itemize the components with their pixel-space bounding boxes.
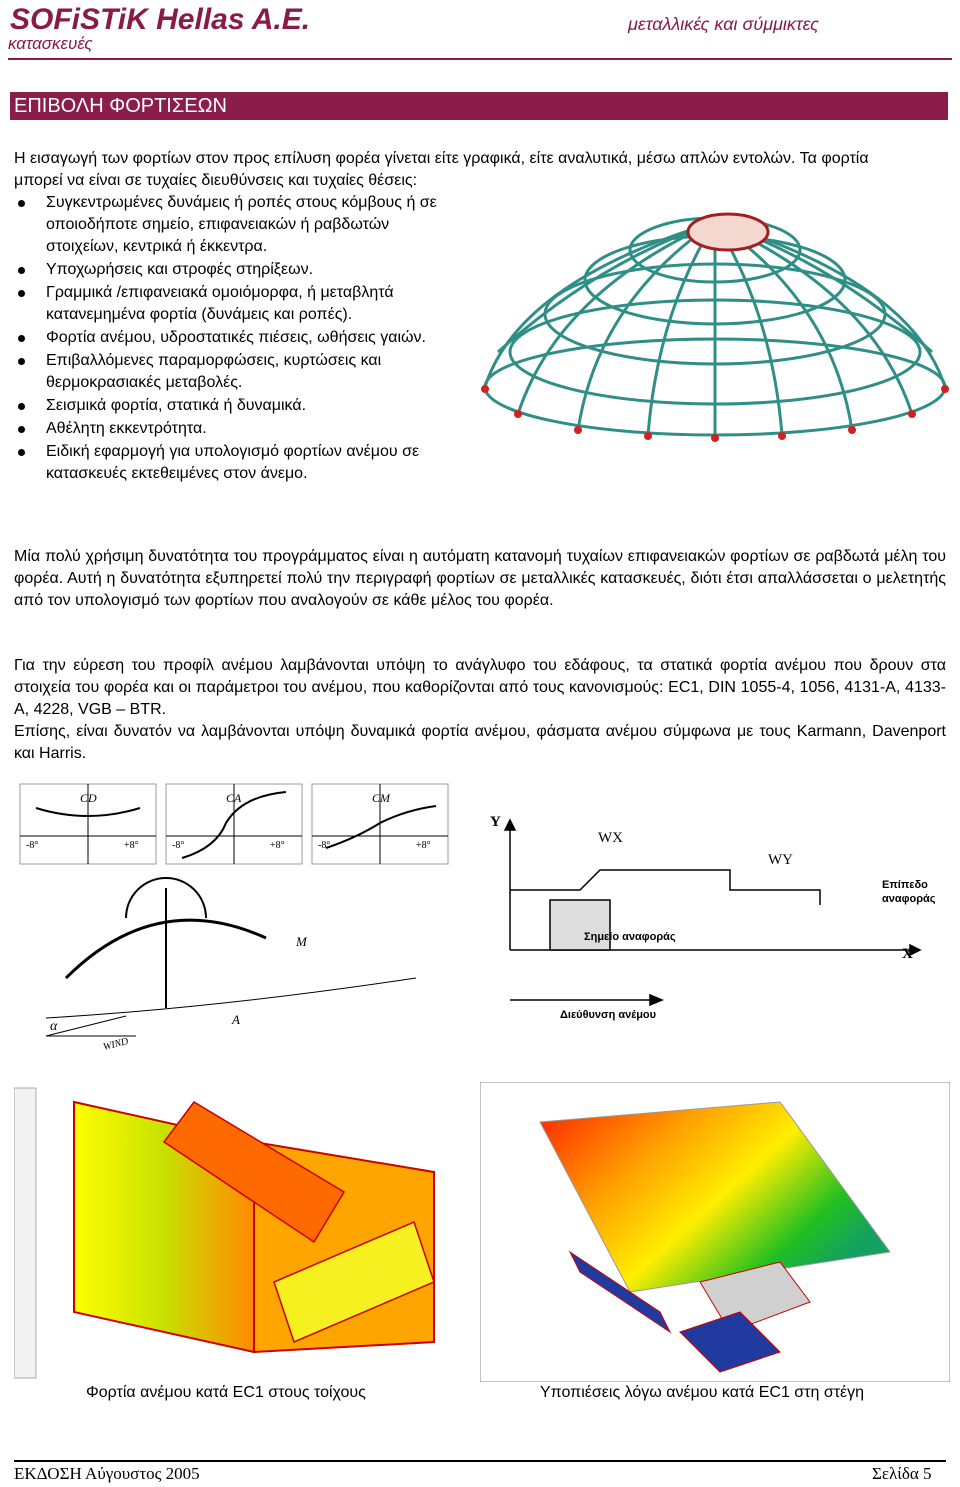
bullet-icon (18, 335, 25, 342)
chart-label: CM (372, 791, 390, 805)
bullet-icon (18, 358, 25, 365)
bullet-icon (18, 200, 25, 207)
plane-label: Επίπεδο (882, 879, 928, 891)
tick-label: +8° (270, 840, 285, 851)
chart-label: CA (226, 791, 242, 805)
list-item: Επιβαλλόμενες παραμορφώσεις, κυρτώσεις και θερμοκρασιακές μεταβολές. (14, 350, 464, 394)
page-number: Σελίδα 5 (872, 1464, 932, 1483)
bullet-icon (18, 290, 25, 297)
footer-divider (14, 1460, 946, 1462)
logo-subtitle: κατασκευές (8, 34, 93, 53)
list-item: Συγκεντρωμένες δυνάμεις ή ροπές στους κόμβους ή σε οποιοδήποτε σημείο, επιφανειακών ή ραβδωτών στοιχείων, κεντρικά ή έκκεντρα. (14, 192, 464, 258)
list-item: Σεισμικά φορτία, στατικά ή δυναμικά. (14, 395, 464, 417)
list-item: Ειδική εφαρμογή για υπολογισμό φορτίων ανέμου σε κατασκευές εκτεθειμένες στον άνεμο. (14, 441, 464, 485)
intro-paragraph: Η εισαγωγή των φορτίων στον προς επίλυση φορέα γίνεται είτε γραφικά, είτε αναλυτικά, μέσω απλών εντολών. Τα φορτία μπορεί να είναι σε τυχαίες διευθύνσεις και τυχαίες θέσεις: (14, 150, 869, 189)
load-types-list (14, 192, 464, 486)
caption-walls: Φορτία ανέμου κατά EC1 στους τοίχους (86, 1384, 366, 1401)
paragraph-load-distribution: Μία πολύ χρήσιμη δυνατότητα του προγράμματος είναι η αυτόματη κατανομή τυχαίων επιφανειακών φορτίων σε ραβδωτά μέλη του φορέα. Αυτή η δυνατότητα εξυπηρετεί πολύ την περιγραφή φορτίων σε μεταλλικές κατασκευές, διότι έτσι απαλλάσσεται ο μελετητής από τον υπολογισμό των φορτίων που αναλογούν σε κάθε μέλος του φορέα. (14, 548, 946, 609)
footer-edition: ΕΚΔΟΣΗ Αύγουστος 2005 (14, 1464, 200, 1483)
chart-label: CD (80, 791, 97, 805)
list-item: Γραμμικά /επιφανειακά ομοιόμορφα, ή μεταβλητά κατανεμημένα φορτία (δυνάμεις και ροπές). (14, 282, 464, 326)
tick-label: -8° (318, 840, 331, 851)
bullet-icon (18, 449, 25, 456)
tick-label: +8° (124, 840, 139, 851)
tick-label: -8° (172, 840, 185, 851)
section-title: ΕΠΙΒΟΛΗ ΦΟΡΤΙΣΕΩΝ (10, 92, 948, 120)
aerodynamic-coefficients-figure (16, 778, 456, 1068)
wind-label: WIND (102, 1036, 130, 1053)
bullet-icon (18, 267, 25, 274)
bullet-icon (18, 403, 25, 410)
wall-wind-loads-image (14, 1082, 469, 1382)
plane-label: αναφοράς (882, 893, 936, 905)
header-divider (8, 58, 952, 60)
list-item: Αθέλητη εκκεντρότητα. (14, 418, 464, 440)
caption-roof: Υποπιέσεις λόγω ανέμου κατά EC1 στη στέγη (540, 1384, 865, 1401)
wind-reference-figure (490, 790, 950, 1030)
tick-label: +8° (416, 840, 431, 851)
angle-label: α (50, 1019, 58, 1034)
bullet-icon (18, 426, 25, 433)
reference-point-label: Σημείο αναφοράς (584, 931, 676, 943)
list-item: Υποχωρήσεις και στροφές στηρίξεων. (14, 259, 464, 281)
roof-suction-image (480, 1082, 950, 1382)
header-tagline: μεταλλικές και σύμμικτες (628, 14, 819, 34)
paragraph-wind-profile: Για την εύρεση του προφίλ ανέμου λαμβάνονται υπόψη το ανάγλυφο του εδάφους, τα στατικά φορτία ανέμου που δρουν στα στοιχεία του φορέα και οι παράμετροι του ανέμου, που καθορίζονται από τους κανονισμούς: EC1, DIN 1055-4, 1056, 4131-A, 4133-A, 4228, VGB – BTR. (14, 657, 946, 718)
logo-text: SOFiSTiK Hellas A.E. (10, 3, 310, 36)
wind-direction-label: Διεύθυνση ανέμου (560, 1009, 657, 1021)
x-axis-label: X (902, 946, 913, 962)
paragraph-dynamic-wind: Επίσης, είναι δυνατόν να λαμβάνονται υπόψη δυναμικά φορτία ανέμου, φάσματα ανέμου σύμφωνα με τους Karmann, Davenport και Harris. (14, 723, 946, 762)
wy-label: WY (768, 852, 793, 868)
y-axis-label: Y (490, 814, 501, 830)
moment-label: M (296, 934, 307, 949)
list-item: Φορτία ανέμου, υδροστατικές πιέσεις, ωθήσεις γαιών. (14, 327, 464, 349)
point-label: A (232, 1012, 240, 1027)
company-logo (10, 2, 310, 36)
dome-structure-image (478, 192, 953, 447)
wx-label: WX (598, 830, 623, 846)
tick-label: -8° (26, 840, 39, 851)
